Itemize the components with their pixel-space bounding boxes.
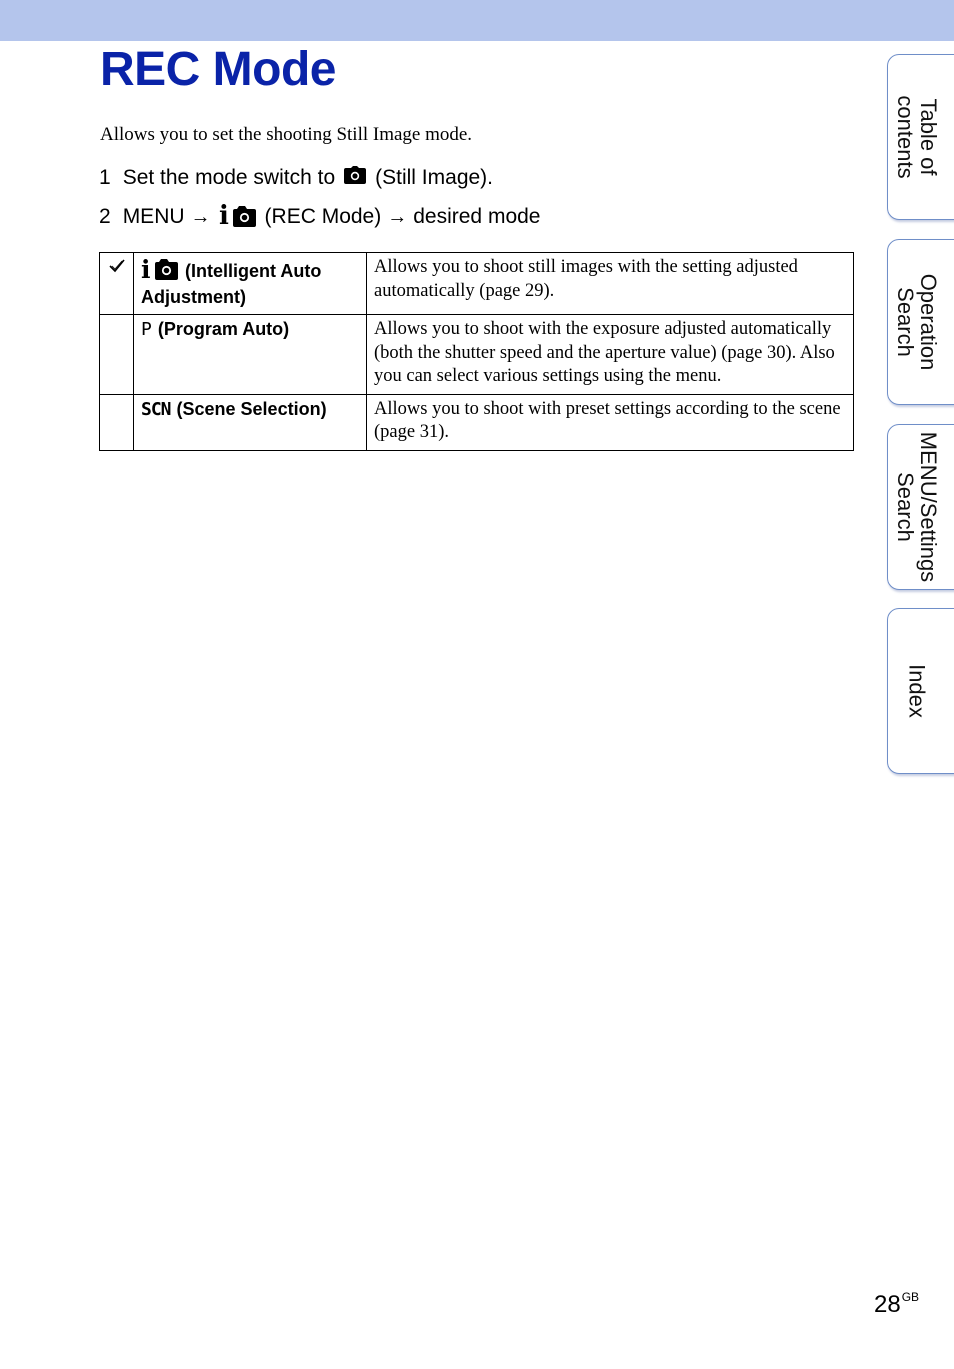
check-icon — [109, 260, 125, 277]
tab-index[interactable] — [887, 608, 954, 774]
step-number: 1 — [99, 166, 111, 189]
mode-label: (Program Auto) — [157, 319, 290, 339]
arrow-icon: → — [190, 205, 211, 228]
rec-mode-label: (REC Mode) — [264, 205, 382, 228]
step-text-after: (Still Image). — [375, 166, 493, 189]
camera-icon — [344, 166, 366, 190]
svg-text:i: i — [141, 256, 151, 280]
page-title: REC Mode — [100, 43, 336, 96]
mode-description: Allows you to shoot still images with the setting adjusted automatically (page 29). — [367, 253, 854, 315]
table-row — [100, 394, 854, 450]
menu-label: MENU — [122, 205, 185, 228]
tab-label: Table of contents — [893, 95, 941, 179]
mode-label: (Scene Selection) — [176, 398, 327, 419]
tab-label: Index — [904, 664, 930, 718]
page-number-suffix: GB — [901, 1290, 920, 1304]
mode-name — [134, 253, 367, 315]
step-1 — [99, 166, 493, 190]
program-p-icon: P — [141, 319, 152, 340]
tab-label: MENU/Settings Search — [893, 431, 941, 583]
check-cell — [100, 253, 134, 315]
mode-name — [134, 394, 367, 450]
intelligent-auto-icon — [141, 256, 179, 286]
step-text: Set the mode switch to — [122, 166, 336, 189]
tab-table-of-contents[interactable] — [887, 54, 954, 220]
svg-text:i: i — [218, 201, 229, 227]
mode-description: Allows you to shoot with preset settings according to the scene (page 31). — [367, 394, 854, 450]
intelligent-auto-camera-icon — [219, 201, 257, 233]
mode-name — [134, 315, 367, 395]
table-row — [100, 253, 854, 315]
desired-mode-label: desired mode — [413, 205, 541, 228]
arrow-icon: → — [387, 205, 408, 228]
scene-scn-icon: SCN — [141, 398, 171, 420]
mode-description: Allows you to shoot with the exposure adjusted automatically (both the shutter speed and the aperture value) (page 30). Also you can select various settings using the menu. — [367, 315, 854, 395]
mode-table — [99, 252, 854, 451]
check-cell — [100, 394, 134, 450]
mode-label: (Intelligent Auto Adjustment) — [141, 261, 322, 307]
tab-operation-search[interactable] — [887, 239, 954, 405]
step-number: 2 — [99, 205, 111, 228]
tab-label: Operation Search — [893, 273, 941, 371]
tab-menu-settings-search[interactable] — [887, 424, 954, 590]
check-cell — [100, 315, 134, 395]
table-row — [100, 315, 854, 395]
step-2 — [99, 201, 540, 233]
top-band — [0, 0, 954, 41]
page-number — [874, 1290, 919, 1319]
page-number-value: 28 — [874, 1291, 901, 1318]
intro-text: Allows you to set the shooting Still Image mode. — [100, 124, 473, 145]
